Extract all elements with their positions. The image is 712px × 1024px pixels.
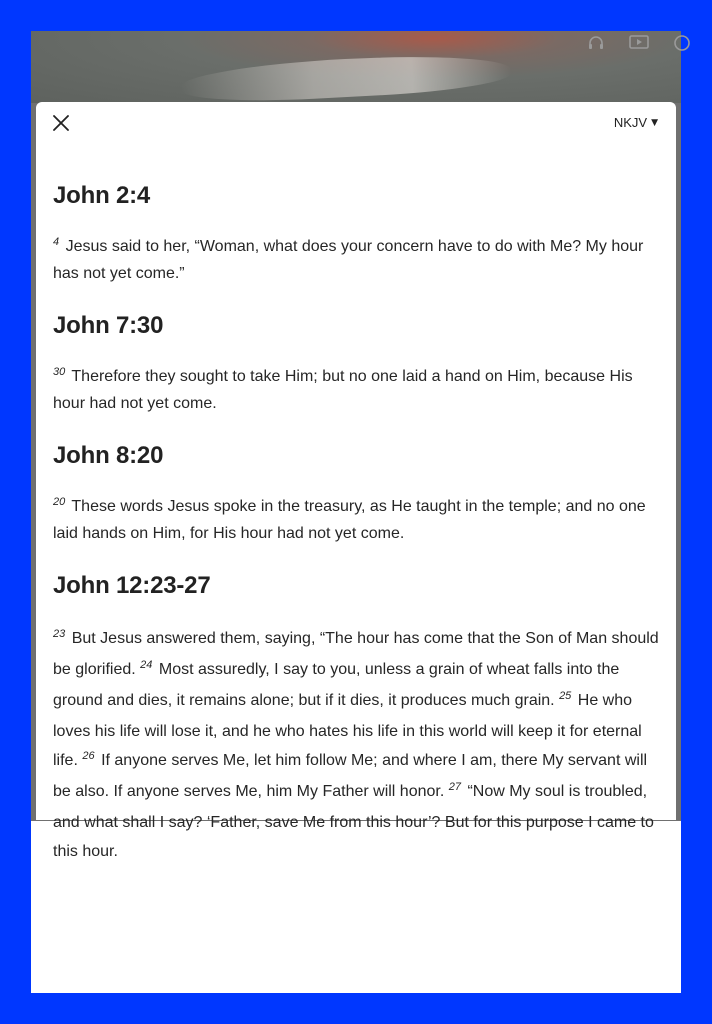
passage-text: [53, 234, 663, 286]
verse-number: 30: [53, 366, 66, 378]
cross-reference-sheet: [36, 102, 676, 860]
passage-text: [53, 494, 663, 546]
verse-number: 26: [82, 750, 95, 762]
reference-title[interactable]: John 2:4: [53, 182, 151, 209]
verse-number: 20: [53, 496, 66, 508]
verse-text: Jesus said to her, “Woman, what does your concern have to do with Me? My hour has not yet come.”: [53, 238, 644, 282]
headphones-icon[interactable]: [587, 34, 605, 56]
verse-number: 25: [559, 690, 572, 702]
verse-text: These words Jesus spoke in the treasury, as He taught in the temple; and no one laid hands on Him, for His hour had not yet come.: [53, 498, 646, 542]
reference-block: [53, 312, 663, 416]
more-icon[interactable]: [673, 34, 683, 56]
passage-text: [53, 624, 663, 866]
hero-image: [31, 31, 681, 103]
reference-title[interactable]: John 7:30: [53, 312, 164, 339]
verse-text: He who loves his life will lose it, and he who hates his life in this world will keep it for eternal life.: [53, 692, 642, 769]
caret-down-icon: ▼: [651, 117, 658, 128]
reference-title[interactable]: John 12:23-27: [53, 572, 211, 599]
verse-text: Most assuredly, I say to you, unless a grain of wheat falls into the ground and dies, it remains alone; but if it dies, it produces much grain.: [53, 661, 620, 709]
video-icon[interactable]: [629, 34, 649, 54]
reference-block: [53, 442, 663, 546]
references-list: [53, 182, 663, 892]
hero-image-wing: [180, 50, 512, 105]
reference-block: [53, 182, 663, 286]
reference-title[interactable]: John 8:20: [53, 442, 164, 469]
close-icon: [50, 112, 72, 134]
passage-text: [53, 364, 663, 416]
verse-text: If anyone serves Me, let him follow Me; and where I am, there My servant will be also. If anyone serves Me, him My Father will honor.: [53, 752, 648, 800]
verse-text: But Jesus answered them, saying, “The hour has come that the Son of Man should be glorified.: [53, 630, 659, 678]
verse-number: 24: [140, 659, 153, 671]
version-label: NKJV: [613, 115, 648, 130]
verse-text: “Now My soul is troubled, and what shall I say? ‘Father, save Me from this hour’? But for this purpose I came to this hour.: [53, 783, 654, 860]
close-button[interactable]: [50, 112, 72, 134]
app-screen: [31, 31, 681, 993]
verse-number: 23: [53, 628, 66, 640]
verse-number: 27: [448, 781, 461, 793]
verse-text: Therefore they sought to take Him; but no one laid a hand on Him, because His hour had not yet come.: [53, 368, 633, 412]
version-selector[interactable]: [614, 115, 658, 130]
verse-number: 4: [53, 236, 60, 248]
reference-block: [53, 572, 663, 866]
